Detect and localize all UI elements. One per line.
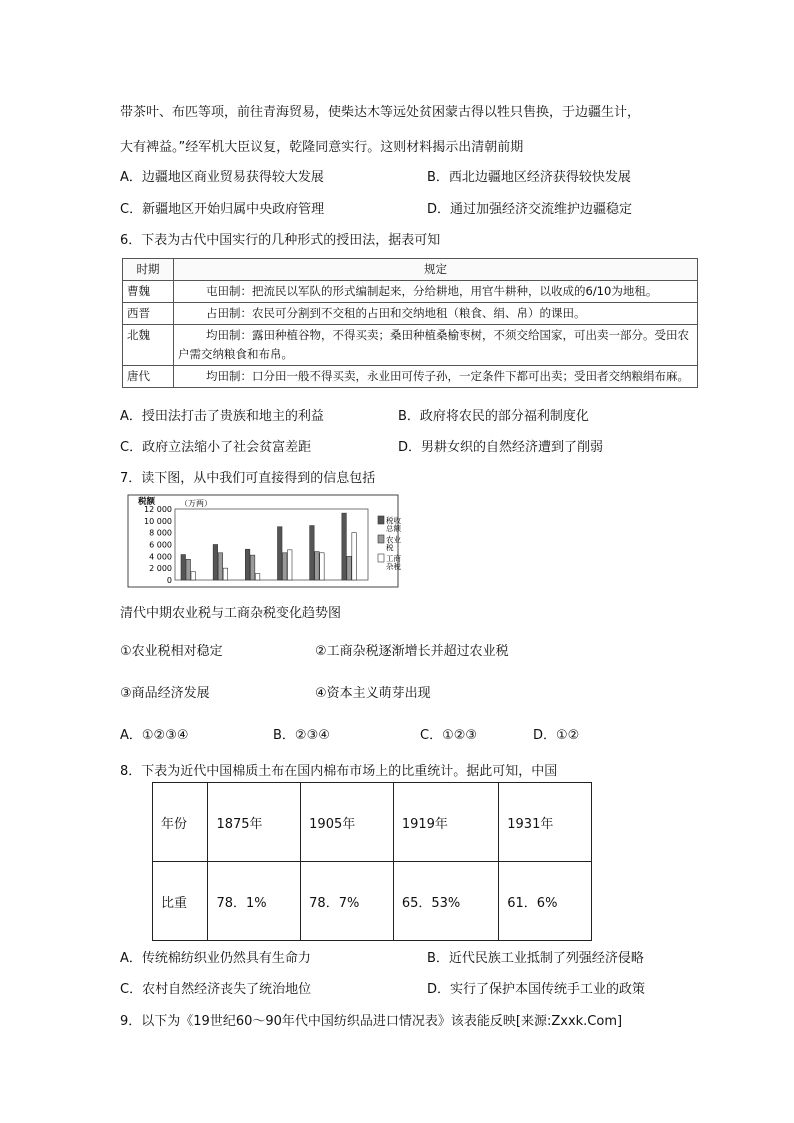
rule-cell: 屯田制：把流民以军队的形式编制起来，分给耕地，用官牛耕种，以收成的6/10为地租。 — [174, 281, 698, 303]
paragraph-line: 大有裨益。”经军机大臣议复，乾隆同意实行。这则材料揭示出清朝前期 — [120, 140, 524, 155]
bar-mid-series-1 — [250, 555, 255, 580]
table-row — [153, 862, 592, 941]
header-cell: 1875年 — [208, 783, 301, 862]
statement-2: ②工商杂税逐渐增长并超过农业税 — [315, 644, 509, 659]
option-a: A．边疆地区商业贸易获得较大发展 — [120, 170, 324, 185]
bar-dark-series-0 — [181, 555, 186, 580]
table-header-row — [123, 259, 698, 281]
header-cell: 规定 — [174, 259, 698, 281]
legend-label: 总额 — [386, 524, 401, 533]
bar-mid-series-1 — [283, 553, 288, 580]
option-a: A．授田法打击了贵族和地主的利益 — [120, 409, 324, 424]
bar-dark-series-0 — [245, 549, 250, 580]
legend-label: 税收 — [386, 516, 401, 525]
table-row — [123, 325, 698, 366]
bar-light-series-2 — [255, 573, 259, 580]
option-c: C．政府立法缩小了社会贫富差距 — [120, 440, 312, 455]
bar-mid-series-1 — [186, 559, 191, 580]
y-tick-label: 2 000 — [149, 564, 172, 574]
bar-mid-series-1 — [218, 553, 223, 580]
option-a: A．①②③④ — [120, 728, 189, 743]
option-a: A．传统棉纺织业仍然具有生命力 — [120, 951, 311, 966]
option-d: D．通过加强经济交流维护边疆稳定 — [427, 202, 633, 217]
option-b: B．②③④ — [273, 728, 330, 743]
bar-dark-series-0 — [213, 545, 218, 581]
bar-mid-series-1 — [315, 552, 320, 580]
header-cell: 年份 — [153, 783, 208, 862]
unit-label: （万两） — [180, 499, 212, 508]
option-b: B．西北边疆地区经济获得较快发展 — [427, 170, 631, 185]
period-cell: 唐代 — [123, 366, 174, 388]
question-stem: 7．读下图，从中我们可直接得到的信息包括 — [120, 471, 376, 486]
bar-light-series-2 — [320, 553, 325, 580]
legend-swatch — [378, 554, 384, 562]
legend-label: 工商 — [386, 554, 401, 563]
bar-dark-series-0 — [342, 513, 347, 580]
statement-3: ③商品经济发展 — [120, 686, 210, 701]
y-tick-label: 8 000 — [149, 528, 172, 538]
table-row — [123, 303, 698, 325]
bar-light-series-2 — [288, 550, 293, 580]
question-stem: 6．下表为古代中国实行的几种形式的授田法，据表可知 — [120, 233, 441, 248]
option-c: C．农村自然经济丧失了统治地位 — [120, 982, 312, 997]
value-cell: 比重 — [153, 862, 208, 941]
paragraph-line: 带茶叶、布匹等项，前往青海贸易，使柴达木等远处贫困蒙古得以牲只售换，于边疆生计， — [120, 105, 641, 120]
y-tick-label: 10 000 — [144, 516, 172, 526]
value-cell: 61．6% — [499, 862, 592, 941]
table-row — [153, 783, 592, 862]
y-tick-label: 12 000 — [144, 505, 172, 514]
value-cell: 65．53% — [393, 862, 498, 941]
period-cell: 北魏 — [123, 325, 174, 366]
question-stem: 8．下表为近代中国棉质土布在国内棉布市场上的比重统计。据此可知，中国 — [120, 764, 558, 779]
header-cell: 1931年 — [499, 783, 592, 862]
option-d: D．实行了保护本国传统手工业的政策 — [427, 982, 646, 997]
y-tick-label: 6 000 — [149, 540, 172, 550]
plot-area — [175, 509, 368, 580]
y-tick-label: 4 000 — [149, 552, 172, 562]
bar-light-series-2 — [352, 533, 357, 580]
bar-light-series-2 — [191, 572, 196, 580]
legend-swatch — [378, 516, 384, 524]
header-cell: 时期 — [123, 259, 174, 281]
legend-label: 杂税 — [386, 562, 401, 571]
table-row — [123, 281, 698, 303]
value-cell: 78．1% — [208, 862, 301, 941]
option-d: D．①② — [533, 728, 580, 743]
legend-swatch — [378, 535, 384, 543]
y-axis-label: 税额 — [138, 497, 156, 507]
statement-4: ④资本主义萌芽出现 — [315, 686, 431, 701]
rule-cell: 均田制：露田种植谷物，不得买卖；桑田种植桑榆枣树，不须交给国家，可出卖一部分。受田农户需交纳粮食和布帛。 — [174, 325, 698, 366]
option-b: B．政府将农民的部分福利制度化 — [398, 409, 589, 424]
period-cell: 曹魏 — [123, 281, 174, 303]
cloth-share-table — [152, 782, 592, 941]
value-cell: 78．7% — [301, 862, 394, 941]
rule-cell: 占田制：农民可分割到不交租的占田和交纳地租（粮食、绢、帛）的课田。 — [174, 303, 698, 325]
legend-label: 农业 — [386, 535, 401, 544]
option-c: C．①②③ — [420, 728, 478, 743]
tax-trend-chart — [120, 492, 410, 592]
statement-1: ①农业税相对稳定 — [120, 644, 223, 659]
period-cell: 西晋 — [123, 303, 174, 325]
legend-label: 税 — [386, 543, 394, 552]
rule-cell: 均田制：口分田一般不得买卖，永业田可传子孙，一定条件下都可出卖；受田者交纳粮绢布麻。 — [174, 366, 698, 388]
question-stem: 9．以下为《19世纪60～90年代中国纺织品进口情况表》该表能反映[来源:Zxxk.Com] — [120, 1014, 623, 1029]
option-b: B．近代民族工业抵制了列强经济侵略 — [427, 951, 644, 966]
y-tick-label: 0 — [166, 576, 172, 585]
header-cell: 1905年 — [301, 783, 394, 862]
option-c: C．新疆地区开始归属中央政府管理 — [120, 202, 325, 217]
bar-dark-series-0 — [310, 526, 315, 580]
option-d: D．男耕女织的自然经济遭到了削弱 — [398, 440, 604, 455]
header-cell: 1919年 — [393, 783, 498, 862]
bar-mid-series-1 — [347, 556, 352, 580]
bar-dark-series-0 — [278, 527, 283, 580]
land-system-table — [122, 258, 698, 388]
chart-caption: 清代中期农业税与工商杂税变化趋势图 — [120, 606, 342, 621]
bar-light-series-2 — [223, 568, 228, 580]
table-row — [123, 366, 698, 388]
